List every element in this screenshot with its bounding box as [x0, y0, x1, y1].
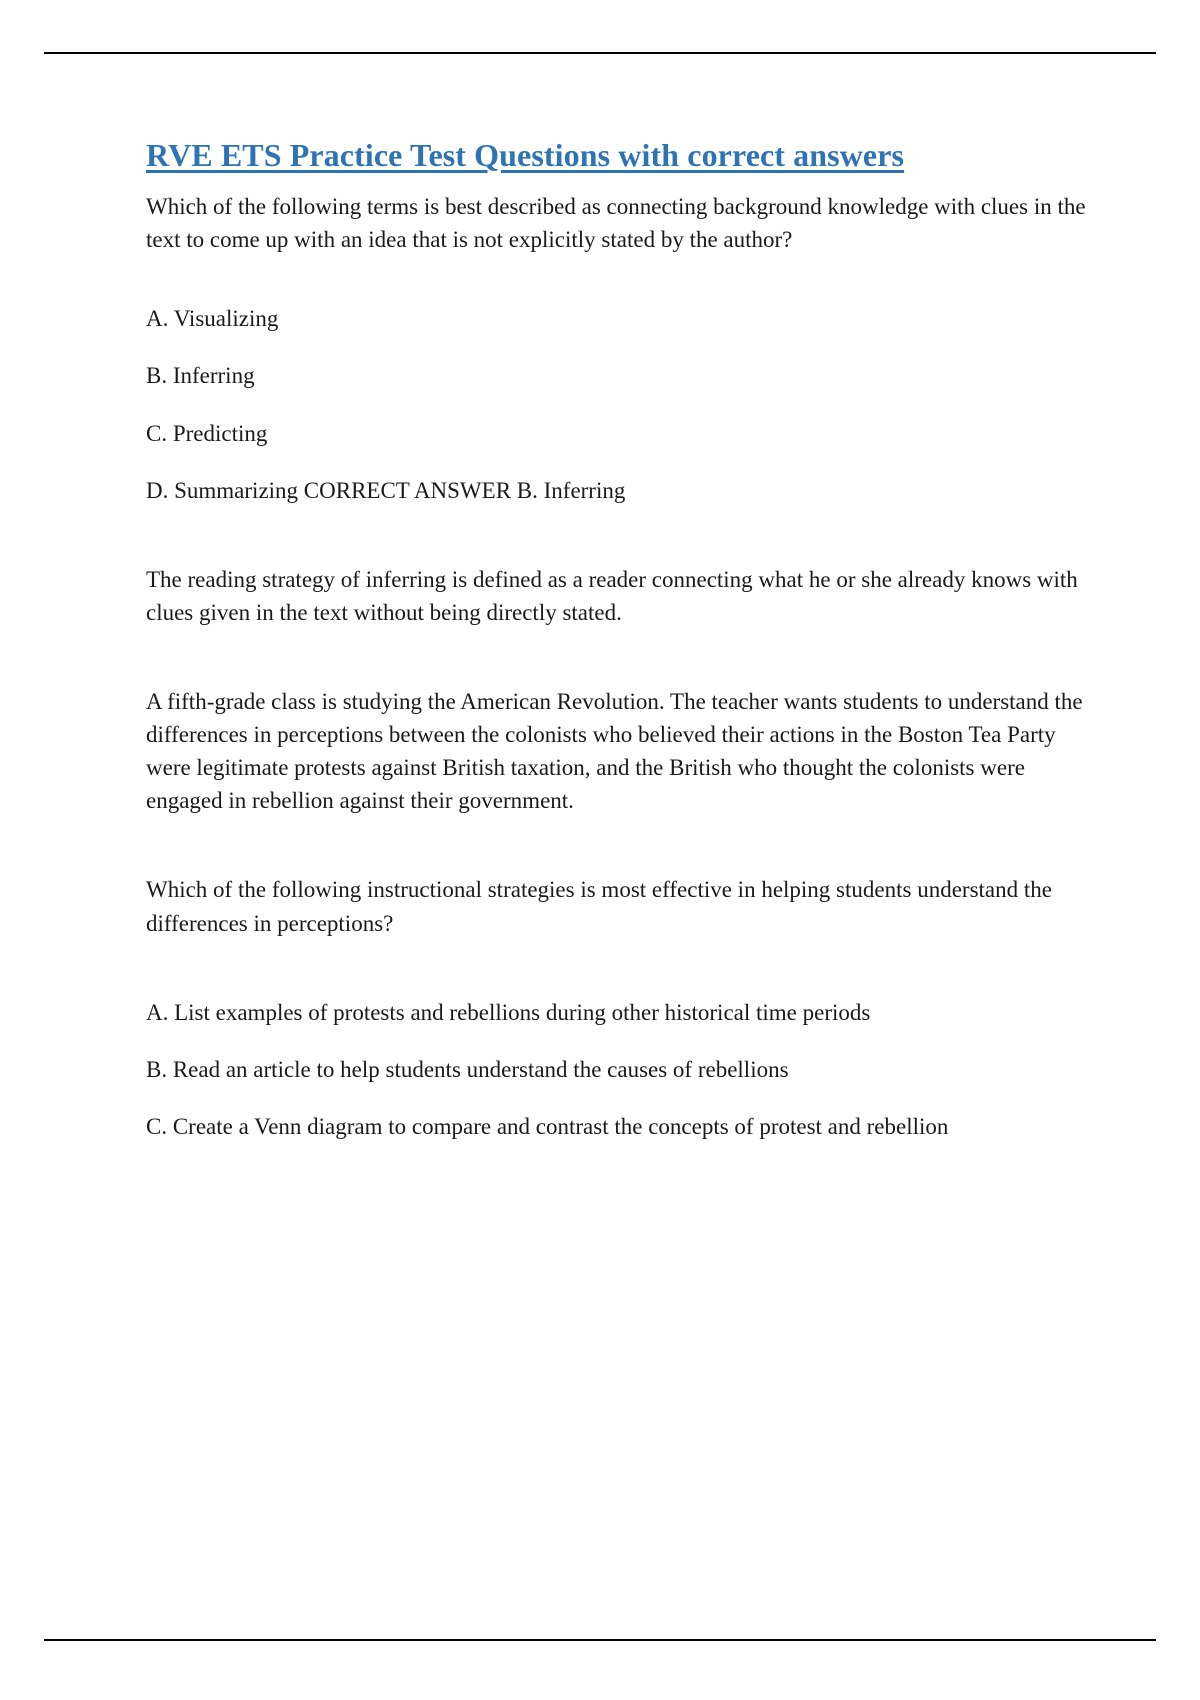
spacer [146, 256, 1086, 302]
header-divider [44, 52, 1156, 54]
choice-option: A. Visualizing [146, 306, 279, 332]
question-2-scenario: A fifth-grade class is studying the American Revolution. The teacher wants students to understand the differences in perceptions between the colonists who believed their actions in the Boston Tea Party were legitimate protests against British taxation, and the British who thought the colonists were engaged in rebellion against their government. [146, 688, 1083, 814]
choice-option: A. List examples of protests and rebellions during other historical time periods [146, 999, 871, 1025]
spacer [146, 507, 1086, 563]
choice-option: B. Read an article to help students understand the causes of rebellions [146, 1056, 789, 1082]
choice-option: B. Inferring [146, 363, 255, 389]
page-title: RVE ETS Practice Test Questions with correct answers [146, 137, 905, 173]
footer-divider [44, 1639, 1156, 1641]
document-body [146, 132, 1086, 1143]
choice-option-correct-answer: D. Summarizing CORRECT ANSWER B. Inferring [146, 477, 626, 503]
spacer [146, 817, 1086, 873]
choice-option: C. Predicting [146, 420, 268, 446]
question-2-choices [146, 996, 1086, 1143]
question-1-choices [146, 302, 1086, 506]
spacer [146, 940, 1086, 996]
question-1-explanation: The reading strategy of inferring is defined as a reader connecting what he or she already knows with clues given in the text without being directly stated. [146, 566, 1078, 625]
choice-option: C. Create a Venn diagram to compare and contrast the concepts of protest and rebellion [146, 1113, 949, 1139]
question-1-stem: Which of the following terms is best described as connecting background knowledge with clues in the text to come up with an idea that is not explicitly stated by the author? [146, 194, 1086, 253]
question-2-stem: Which of the following instructional strategies is most effective in helping students understand the differences in perceptions? [146, 877, 1052, 936]
spacer [146, 629, 1086, 685]
